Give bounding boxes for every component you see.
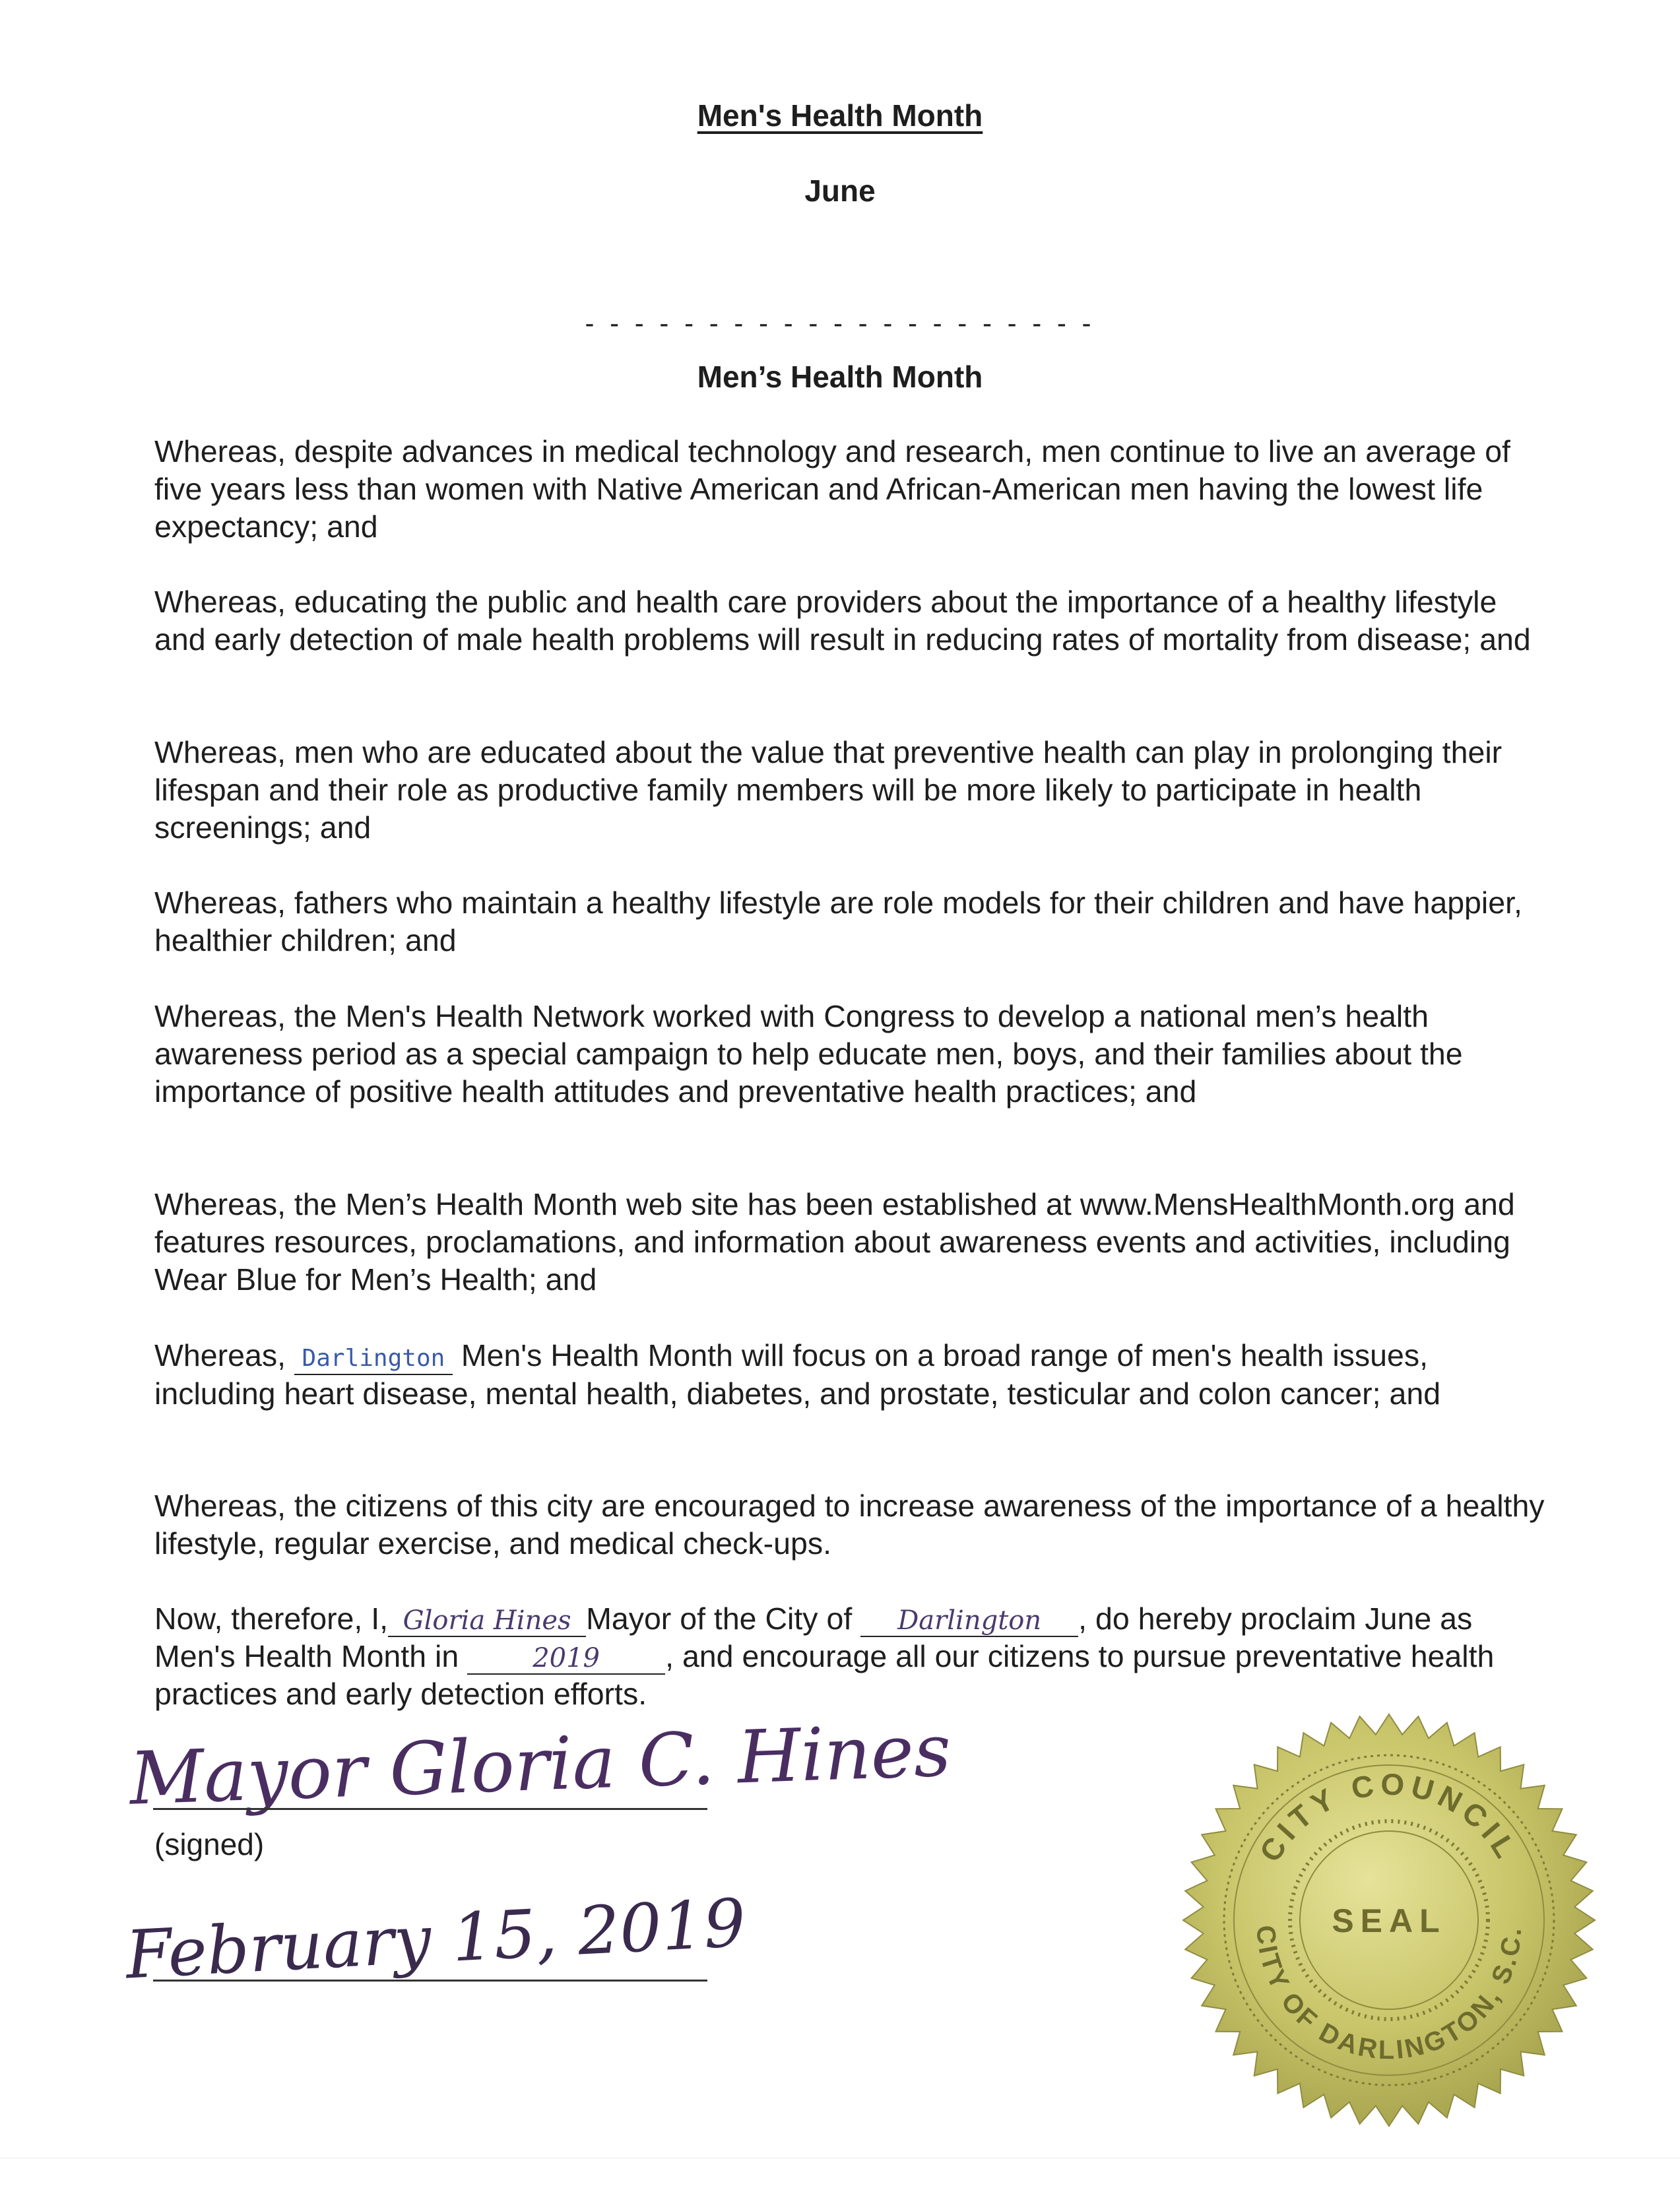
whereas-paragraph-7	[154, 1337, 1553, 1413]
city-name-field	[294, 1340, 453, 1375]
signature-date: February 15, 2019	[123, 1884, 748, 1994]
whereas-paragraph-1: Whereas, despite advances in medical technology and research, men continue to live an average of five years less than women with Native American and African-American men having the lowest life expectancy; and	[154, 434, 1510, 544]
handwritten-year: 2019	[533, 1643, 600, 1673]
para7-prefix: Whereas,	[154, 1338, 286, 1372]
proclamation-part-2: Mayor of the City of	[586, 1601, 853, 1636]
para7-suffix: Men's Health Month will focus on a broad range of men's health issues, including heart disease, mental health, diabetes, and prostate, testicular and colon cancer; and	[154, 1338, 1441, 1411]
whereas-paragraph-8: Whereas, the citizens of this city are encouraged to increase awareness of the importance of a healthy lifestyle, regular exercise, and medical check-ups.	[154, 1489, 1545, 1561]
whereas-paragraph-2: Whereas, educating the public and health care providers about the importance of a healthy lifestyle and early detection of male health problems will result in reducing rates of mortality from disease; and	[154, 585, 1531, 657]
signature-line	[153, 1808, 707, 1810]
month-heading: June	[804, 174, 876, 208]
city-field	[860, 1603, 1078, 1637]
whereas-paragraph-6: Whereas, the Men’s Health Month web site has been established at www.MensHealthMonth.org and features resources, proclamations, and information about awareness events and activities, including Wear Blue for Men’s Health; and	[154, 1187, 1515, 1297]
proclamation-part-1: Now, therefore, I,	[154, 1601, 389, 1636]
seal-top-text: CITY COUNCIL	[1252, 1766, 1526, 1868]
whereas-paragraph-3: Whereas, men who are educated about the value that preventive health can play in prolonging their lifespan and their role as productive family members will be more likely to participate in health screenings; and	[154, 735, 1502, 845]
proclamation-heading: Men’s Health Month	[697, 360, 983, 394]
proclamation-part-4: , and encourage all our citizens to pursue preventative health practices and early detection efforts.	[154, 1639, 1495, 1711]
date-line	[153, 1980, 707, 1982]
whereas-paragraph-4: Whereas, fathers who maintain a healthy lifestyle are role models for their children and have happier, healthier children; and	[154, 886, 1522, 957]
mayor-name-field	[388, 1603, 586, 1637]
city-council-seal	[1178, 1709, 1600, 2131]
document-title: Men's Health Month	[697, 98, 983, 133]
proclamation-part-3: , do hereby proclaim June as Men's Health Month in	[154, 1601, 1473, 1673]
mayor-signature: Mayor Gloria C. Hines	[128, 1708, 953, 1821]
handwritten-mayor-name: Gloria Hines	[403, 1605, 571, 1636]
proclamation-paragraph	[154, 1600, 1553, 1713]
handwritten-city: Darlington	[302, 1345, 445, 1372]
seal-bottom-text: CITY OF DARLINGTON, S.C.	[1250, 1924, 1528, 2065]
seal-center-text: SEAL	[1332, 1902, 1446, 1939]
whereas-paragraph-5: Whereas, the Men's Health Network worked with Congress to develop a national men’s health awareness period as a special campaign to help educate men, boys, and their families about the importance of positive health attitudes and preventative health practices; and	[154, 999, 1463, 1109]
dashed-divider: - - - - - - - - - - - - - - - - - - - - -	[585, 307, 1095, 339]
handwritten-city-2: Darlington	[897, 1605, 1042, 1636]
year-field	[467, 1641, 665, 1675]
signed-label: (signed)	[154, 1827, 265, 1861]
